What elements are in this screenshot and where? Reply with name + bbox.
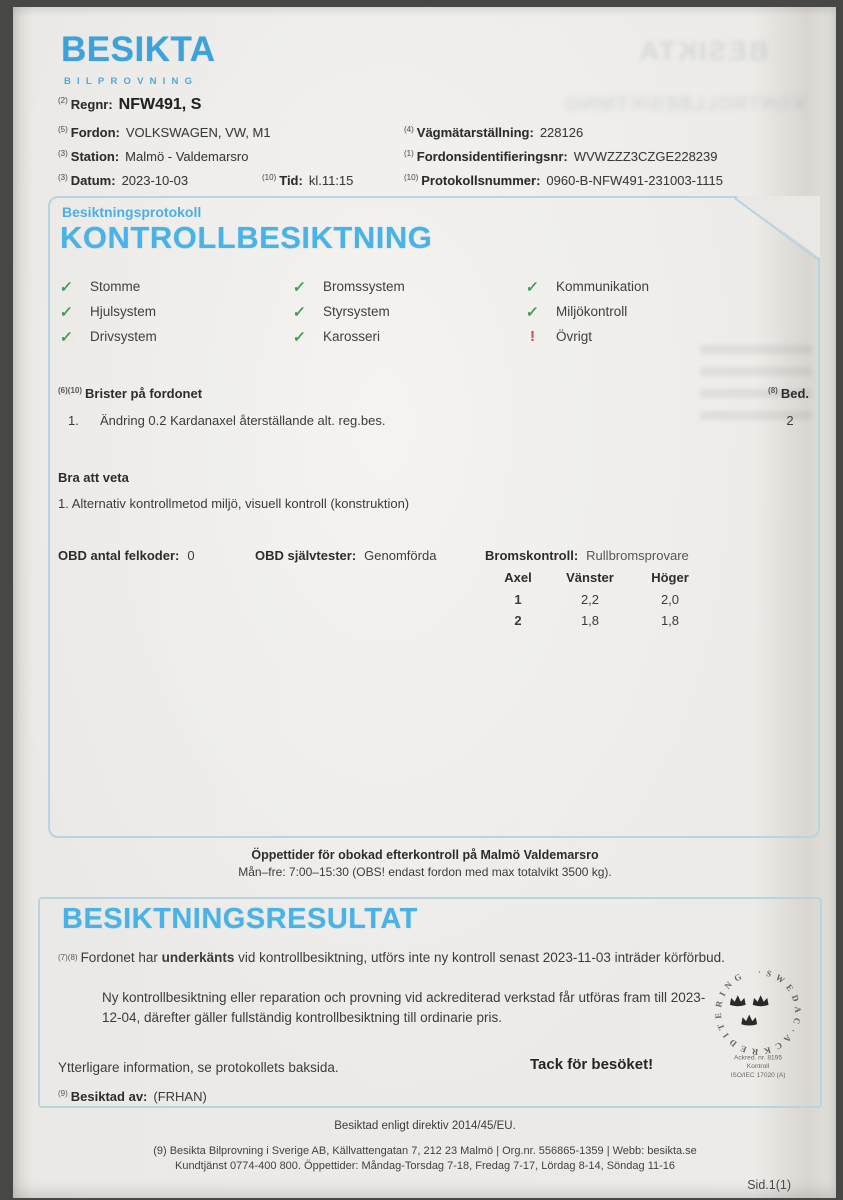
field-label: Besiktad av:	[70, 1089, 148, 1104]
field-value: kl.11:15	[308, 173, 354, 188]
checkmark-icon: ✓	[525, 278, 540, 296]
check-label: Bromssystem	[323, 279, 405, 294]
recheck-opening-hours	[60, 848, 790, 879]
field-ref-number: (2)	[58, 96, 68, 105]
checkmark-icon: ✓	[292, 303, 307, 321]
axle-header: Axel	[504, 570, 532, 585]
page-title: KONTROLLBESIKTNING	[60, 220, 433, 255]
check-label: Övrigt	[556, 329, 593, 344]
field-label: Bromskontroll:	[485, 548, 579, 563]
obd-self-tests	[255, 548, 436, 563]
opening-hours-title: Öppettider för obokad efterkontroll på Malmö Valdemarsro	[251, 848, 599, 862]
field-label: Fordonsidentifieringsnr:	[416, 149, 568, 164]
field-ref-number: (8)	[768, 386, 778, 395]
field-tid	[262, 173, 353, 188]
field-ref-number: (9)	[58, 1089, 68, 1098]
field-value: WVWZZZ3CZGE228239	[573, 149, 718, 164]
check-item	[60, 274, 293, 299]
check-label: Kommunikation	[556, 279, 650, 294]
checkmark-icon: ✓	[59, 303, 74, 321]
field-label: Station:	[70, 149, 120, 164]
field-ref-number: (4)	[404, 125, 414, 134]
check-label: Karosseri	[323, 329, 381, 344]
field-label: Fordon:	[70, 125, 120, 140]
defect-item-grade: 2	[786, 413, 794, 428]
directive-note: Besiktad enligt direktiv 2014/45/EU.	[334, 1120, 516, 1132]
check-item	[526, 324, 760, 349]
svg-text:ISO/IEC 17020 (A): ISO/IEC 17020 (A)	[730, 1072, 786, 1080]
svg-text:Kontroll: Kontroll	[746, 1063, 770, 1071]
checkmark-icon: ✓	[59, 278, 74, 296]
right-header: Höger	[651, 570, 689, 585]
check-item	[526, 299, 760, 324]
page-number: Sid.1(1)	[747, 1178, 791, 1192]
field-ref-number: (10)	[404, 173, 419, 182]
field-label: Datum:	[70, 173, 116, 188]
field-label: Protokollsnummer:	[421, 173, 541, 188]
right-value-cell: 1,8	[660, 613, 680, 628]
checkmark-icon: ✓	[525, 303, 540, 321]
opening-hours-detail: Mån–fre: 7:00–15:30 (OBS! endast fordon med max totalvikt 3500 kg).	[238, 865, 612, 879]
brake-values-table	[490, 568, 706, 633]
checkmark-icon: ✓	[292, 328, 307, 346]
good-to-know-header: Bra att veta	[58, 470, 129, 485]
table-row	[490, 591, 706, 612]
field-label: Regnr:	[70, 97, 113, 112]
result-paragraph-1: $^{(7)(8)}$ Fordonet har underkänts vid kontrollbesiktning, utförs inte ny kontroll senast 2023-11-03 inträder körförbud.	[58, 950, 725, 965]
check-item	[293, 274, 526, 299]
field-value: (FRHAN)	[153, 1089, 207, 1104]
more-info-note: Ytterligare information, se protokollets baksida.	[58, 1060, 339, 1075]
checkmark-icon: ✓	[59, 328, 74, 346]
svg-text:· S W E D A C · A C K R E D I: · S W E D A C · A C K R E D I T E R I N G	[712, 966, 804, 1058]
check-item	[60, 299, 293, 324]
check-item	[293, 324, 526, 349]
inspection-checklist	[60, 274, 770, 349]
left-value-cell: 2,2	[580, 592, 600, 607]
field-value: VOLKSWAGEN, VW, M1	[125, 125, 271, 140]
left-value-cell: 1,8	[580, 613, 600, 628]
svg-text:Ackred. nr. 8195: Ackred. nr. 8195	[733, 1054, 783, 1062]
thanks-message: Tack för besöket!	[530, 1056, 654, 1073]
field-label: Vägmätarställning:	[416, 125, 534, 140]
obd-fault-codes	[58, 548, 195, 563]
left-header: Vänster	[566, 570, 614, 585]
company-info: (9) Besikta Bilprovning i Sverige AB, Källvattengatan 7, 212 23 Malmö | Org.nr. 556865-1359 | Webb: besikta.se	[153, 1145, 697, 1157]
field-value: Rullbromsprovare	[586, 548, 689, 563]
checkmark-icon: ✓	[292, 278, 307, 296]
check-item	[526, 274, 760, 299]
field-vagmatarstallning	[404, 125, 583, 140]
field-ref-number: (7)(8)	[58, 953, 78, 962]
field-value: 0	[187, 548, 195, 563]
bleed-through-text: BESIKTA	[637, 36, 768, 66]
field-protokollsnummer	[404, 173, 723, 188]
field-fordon	[58, 125, 271, 140]
table-header-row	[490, 568, 706, 591]
field-label: Tid:	[279, 173, 303, 188]
inspected-by	[58, 1089, 207, 1104]
field-station	[58, 149, 248, 164]
exclamation-icon: !	[530, 328, 535, 345]
check-label: Hjulsystem	[90, 304, 157, 319]
field-value: 228126	[539, 125, 584, 140]
right-value-cell: 2,0	[660, 592, 680, 607]
contact-info: Kundtjänst 0774-400 800. Öppettider: Måndag-Torsdag 7-18, Fredag 7-17, Lördag 8-14, Söndag 11-16	[174, 1160, 676, 1172]
field-fordonsidentifieringsnr	[404, 149, 718, 164]
field-label: OBD antal felkoder:	[58, 548, 180, 563]
axle-cell: 1	[514, 592, 522, 607]
check-item	[293, 299, 526, 324]
field-ref-number: (10)	[262, 173, 277, 182]
field-value: 0960-B-NFW491-231003-1115	[546, 173, 723, 188]
field-ref-number: (1)	[404, 149, 414, 158]
check-label: Drivsystem	[90, 329, 157, 344]
result-paragraph-2: Ny kontrollbesiktning eller reparation och provning vid ackrediterad verkstad får utföras fram till 2023-12-04, därefter gäller fullständig kontrollbesiktning till ordinarie pris.	[102, 990, 706, 1025]
protocol-kicker: Besiktningsprotokoll	[62, 204, 202, 220]
field-value: Malmö - Valdemarsro	[125, 149, 249, 164]
field-value: Genomförda	[364, 548, 437, 563]
field-value: 2023-10-03	[121, 173, 189, 188]
field-ref-number: (6)(10)	[58, 386, 83, 395]
field-ref-number: (5)	[58, 125, 68, 134]
field-value: NFW491, S	[118, 96, 202, 113]
axle-cell: 2	[514, 613, 522, 628]
check-label: Stomme	[90, 279, 141, 294]
besikta-logo-subtitle: BILPROVNING	[64, 76, 199, 87]
swedac-accreditation-seal	[702, 960, 814, 1092]
field-regnr	[58, 96, 201, 114]
check-label: Miljökontroll	[556, 304, 628, 319]
clipped-corner	[736, 196, 820, 258]
defect-item-text: Ändring 0.2 Kardanaxel återställande alt. reg.bes.	[100, 413, 386, 428]
field-ref-number: (3)	[58, 149, 68, 158]
defect-item-number: 1.	[68, 413, 79, 428]
besikta-logo: BESIKTA	[61, 30, 216, 69]
check-item	[60, 324, 293, 349]
brake-control-method	[485, 548, 689, 563]
field-datum	[58, 173, 188, 188]
defects-header: $^{(6)(10)}$ Brister på fordonet	[58, 386, 203, 401]
field-label: OBD självtester:	[255, 548, 357, 563]
good-to-know-item: 1. Alternativ kontrollmetod miljö, visuell kontroll (konstruktion)	[58, 496, 410, 511]
field-ref-number: (3)	[58, 173, 68, 182]
grade-column-header: $^{(8)}$ Bed.	[768, 386, 809, 401]
table-row	[490, 612, 706, 633]
failed-verdict: underkänts	[161, 950, 235, 965]
result-title: BESIKTNINGSRESULTAT	[62, 903, 418, 935]
check-label: Styrsystem	[323, 304, 390, 319]
